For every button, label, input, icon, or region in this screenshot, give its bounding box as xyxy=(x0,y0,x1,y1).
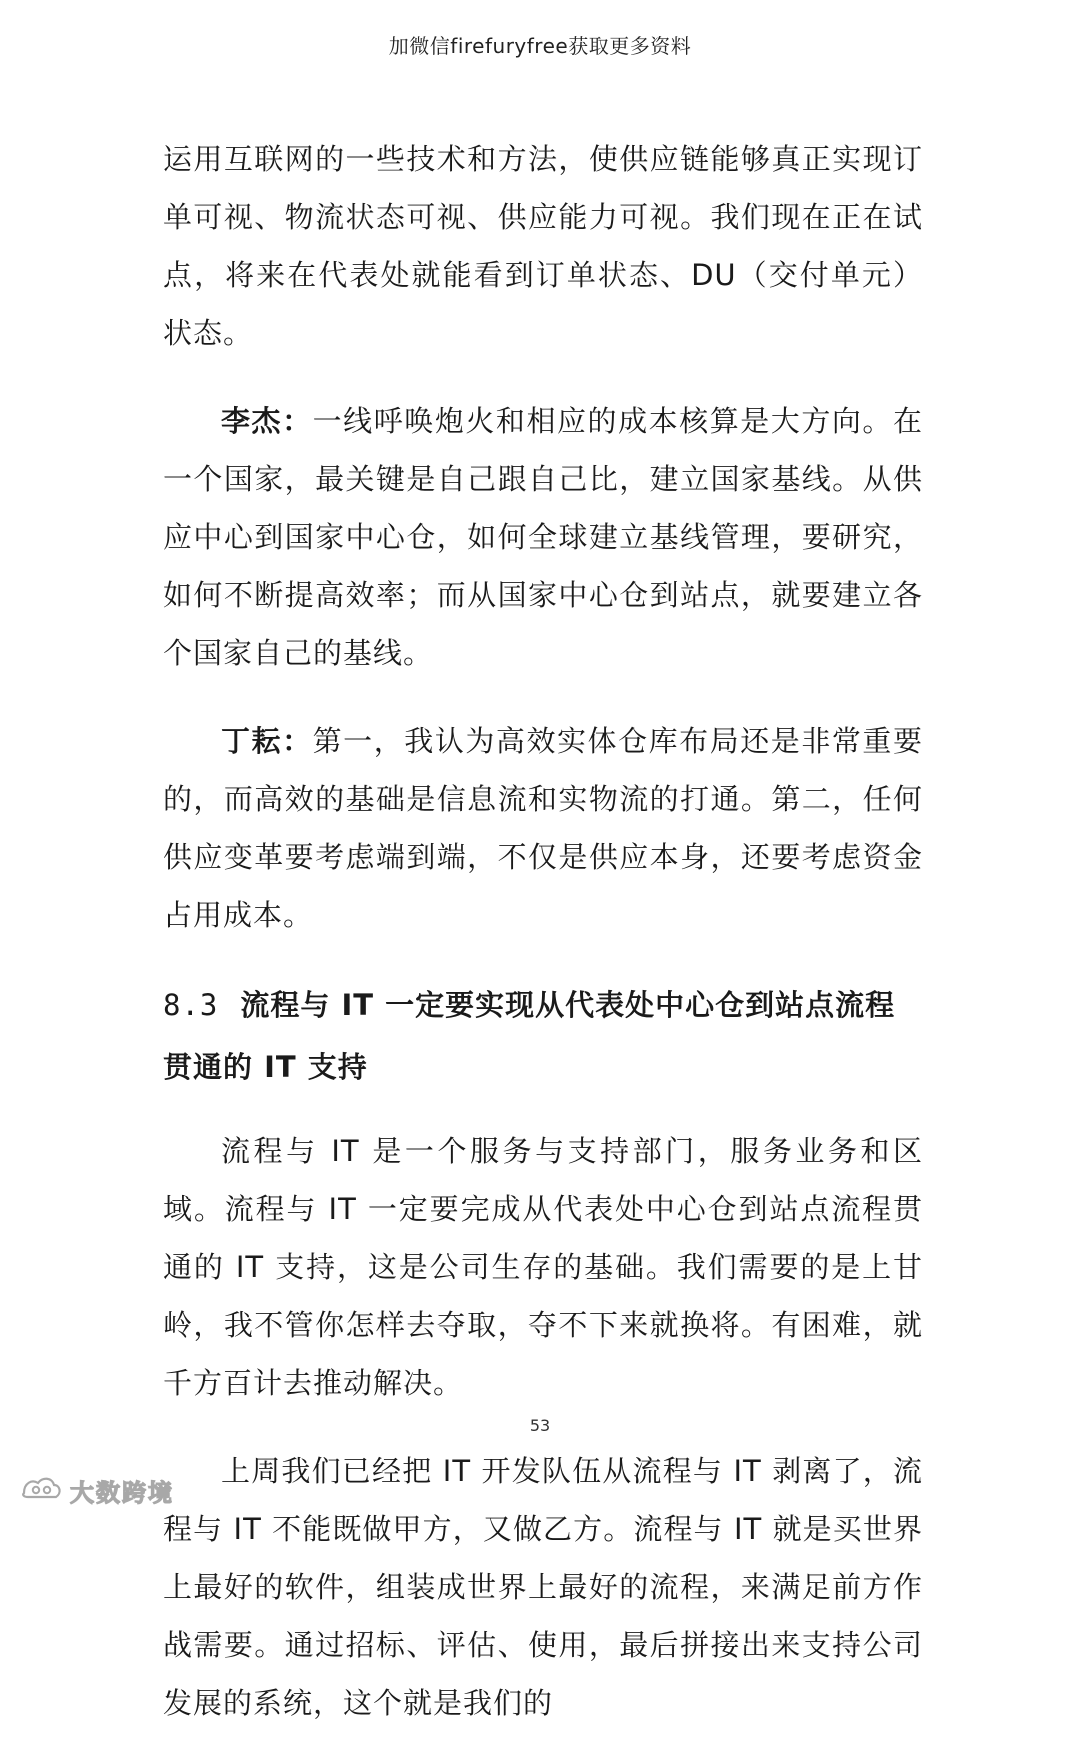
header-note: 加微信firefuryfree获取更多资料 xyxy=(388,34,692,58)
brand-logo-icon xyxy=(18,1473,64,1507)
watermark xyxy=(18,1470,174,1510)
watermark-text: 大数跨境 xyxy=(70,1478,174,1507)
section-heading xyxy=(163,974,923,1098)
paragraph-continued: 运用互联网的一些技术和方法，使供应链能够真正实现订单可视、物流状态可视、供应能力可视。我们现在正在试点，将来在代表处就能看到订单状态、DU（交付单元）状态。 xyxy=(163,142,923,350)
document-body xyxy=(163,130,923,1762)
paragraph-last-week: 上周我们已经把 IT 开发队伍从流程与 IT 剥离了，流程与 IT 不能既做甲方，又做乙方。流程与 IT 就是买世界上最好的软件，组装成世界上最好的流程，来满足前方作战需要。通过招标、评估、使用，最后拼接出来支持公司发展的系统，这个就是我们的 xyxy=(163,1454,923,1720)
paragraph-text: 第一，我认为高效实体仓库布局还是非常重要的，而高效的基础是信息流和实物流的打通。第二，任何供应变革要考虑端到端，不仅是供应本身，还要考虑资金占用成本。 xyxy=(163,724,923,932)
section-number: 8.3 xyxy=(163,988,219,1022)
paragraph-process-it: 流程与 IT 是一个服务与支持部门，服务业务和区域。流程与 IT 一定要完成从代表处中心仓到站点流程贯通的 IT 支持，这是公司生存的基础。我们需要的是上甘岭，我不管你怎样去夺取，夺不下来就换将。有困难，就千方百计去推动解决。 xyxy=(163,1134,923,1400)
paragraph-text: 一线呼唤炮火和相应的成本核算是大方向。在一个国家，最关键是自己跟自己比，建立国家基线。从供应中心到国家中心仓，如何全球建立基线管理，要研究，如何不断提高效率；而从国家中心仓到站点，就要建立各个国家自己的基线。 xyxy=(163,404,923,670)
paragraph-ding-yun xyxy=(163,712,923,944)
speaker-name: 丁耘： xyxy=(221,724,313,758)
page-number: 53 xyxy=(529,1416,551,1435)
speaker-name: 李杰： xyxy=(221,404,313,438)
section-title: 流程与 IT 一定要实现从代表处中心仓到站点流程贯通的 IT 支持 xyxy=(163,988,896,1084)
paragraph-li-jie xyxy=(163,392,923,682)
